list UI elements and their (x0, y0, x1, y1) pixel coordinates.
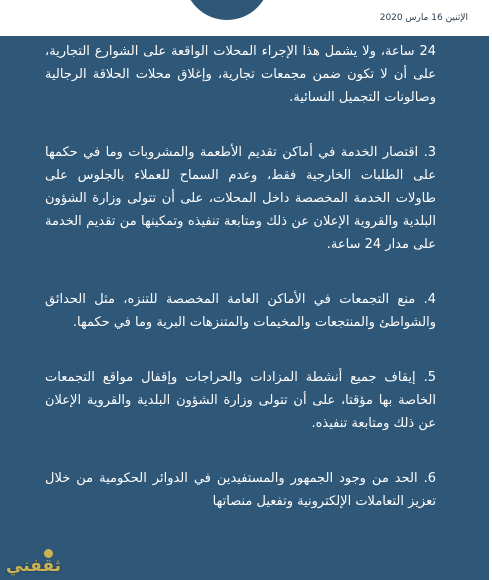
paragraph-item: 3. اقتصار الخدمة في أماكن تقديم الأطعمة والمشروبات وما في حكمها على الطلبات الخارجية فقط، وعدم السماح للعملاء بالجلوس على طاولات الخدمة المخصصة داخل المحلات، على أن تتولى وزارة الشؤون البلدية والقروية الإعلان عن ذلك ومتابعة تنفيذه وتمكينها من تقديم الخدمة على مدار 24 ساعة. (45, 145, 436, 252)
content-card (0, 36, 489, 580)
paragraph-item: 5. إيقاف جميع أنشطة المزادات والحراجات وإقفال مواقع التجمعات الخاصة بها مؤقتا، على أن تتولى وزارة الشؤون البلدية والقروية الإعلان عن ذلك ومتابعة تنفيذه. (45, 370, 436, 431)
header-circle-decoration (184, 0, 270, 20)
paragraph-item: 6. الحد من وجود الجمهور والمستفيدين في الدوائر الحكومية من خلال تعزيز التعاملات الإلكترونية وتفعيل منصاتها (45, 471, 436, 509)
paragraph-item: 24 ساعة، ولا يشمل هذا الإجراء المحلات الواقعة على الشوارع التجارية، على أن لا تكون ضمن مجمعات تجارية، وإغلاق محلات الحلاقة الرجالية وصالونات التجميل النسائية. (45, 44, 436, 105)
site-watermark: ثقفني (6, 556, 61, 576)
publish-date: الإثنين 16 مارس 2020 (379, 13, 468, 23)
article-body (45, 40, 436, 545)
paragraph-item: 4. منع التجمعات في الأماكن العامة المخصصة للتنزه، مثل الحدائق والشواطئ والمنتجعات والمخيمات والمتنزهات البرية وما في حكمها. (45, 292, 436, 330)
